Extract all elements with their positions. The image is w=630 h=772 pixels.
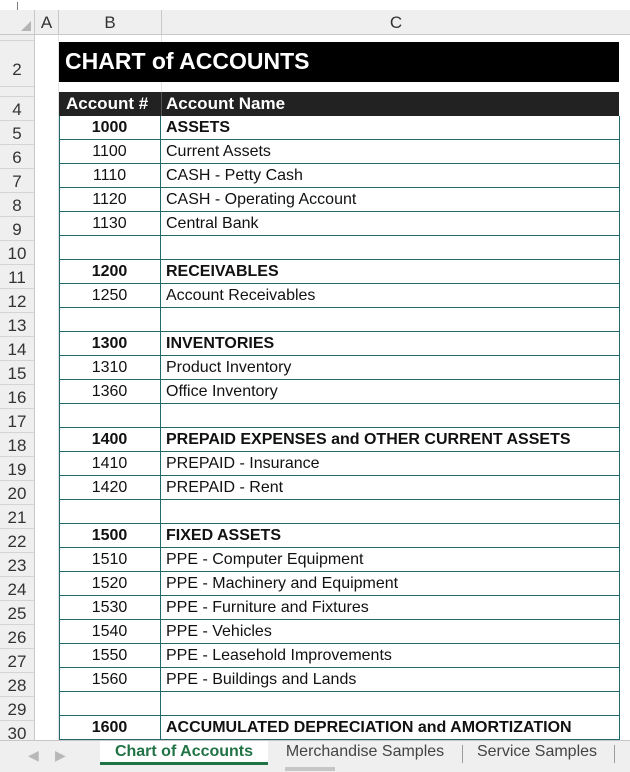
row-header-7[interactable]: 7 [0, 169, 34, 193]
frozen-pane-tick [17, 2, 18, 10]
cell-divider [160, 548, 161, 572]
account-number-cell[interactable]: 1100 [92, 143, 127, 160]
cell-divider [160, 188, 161, 212]
cell-divider [160, 668, 161, 692]
table-row[interactable] [59, 308, 619, 332]
table-row[interactable] [59, 380, 619, 404]
table-row[interactable] [59, 356, 619, 380]
row-header-19[interactable]: 19 [0, 457, 34, 481]
table-row[interactable] [59, 452, 619, 476]
table-row[interactable] [59, 428, 619, 452]
row-header-17[interactable]: 17 [0, 409, 34, 433]
tab-divider [462, 745, 463, 763]
row-header-30[interactable]: 30 [0, 721, 34, 740]
table-row[interactable] [59, 140, 619, 164]
table-row[interactable] [59, 668, 619, 692]
cell-divider [160, 284, 161, 308]
next-sheet-icon[interactable]: ▶ [55, 747, 66, 763]
cell-divider [160, 356, 161, 380]
table-row[interactable] [59, 212, 619, 236]
account-number-cell[interactable]: 1360 [91, 383, 128, 400]
account-name-cell[interactable]: Product Inventory [166, 359, 292, 376]
cell-divider [160, 452, 161, 476]
account-number-cell[interactable]: 1310 [91, 359, 128, 376]
select-all-corner[interactable] [0, 10, 35, 34]
account-number-cell[interactable]: 1000 [91, 119, 128, 136]
account-number-cell[interactable]: 1600 [91, 719, 128, 736]
sheet-title: CHART of ACCOUNTS [65, 48, 310, 74]
cell-divider [160, 716, 161, 740]
account-name-cell[interactable]: PPE - Leasehold Improvements [166, 647, 392, 664]
account-number-cell[interactable]: 1110 [92, 167, 127, 184]
account-name-cell[interactable]: PREPAID - Rent [166, 479, 284, 496]
row-header-8[interactable]: 8 [0, 193, 34, 217]
table-header-row [59, 92, 619, 116]
account-number-cell[interactable]: 1510 [91, 551, 128, 568]
tab-merchandise-samples[interactable]: Merchandise Samples [285, 743, 445, 760]
account-number-cell[interactable]: 1500 [91, 527, 128, 544]
cell-divider [160, 140, 161, 164]
cell-divider [160, 428, 161, 452]
account-name-cell[interactable]: Office Inventory [166, 383, 278, 400]
cell-divider [160, 692, 161, 716]
table-right-border [619, 116, 620, 740]
column-header-c[interactable]: C [389, 13, 403, 32]
table-row[interactable] [59, 188, 619, 212]
table-row[interactable] [59, 644, 619, 668]
sheet-grid [35, 35, 630, 740]
table-row[interactable] [59, 164, 619, 188]
top-strip [0, 0, 630, 10]
account-name-cell[interactable]: PPE - Vehicles [166, 623, 272, 640]
row-header-21[interactable]: 21 [0, 505, 34, 529]
account-name-cell[interactable]: PPE - Machinery and Equipment [166, 575, 399, 592]
cell-divider [160, 572, 161, 596]
table-row[interactable] [59, 716, 619, 740]
account-name-cell[interactable]: Current Assets [166, 143, 271, 160]
row-header-3[interactable] [0, 87, 34, 97]
account-number-cell[interactable]: 1300 [91, 335, 128, 352]
column-header-b[interactable]: B [59, 10, 162, 34]
table-row[interactable] [59, 284, 619, 308]
cell-divider [160, 164, 161, 188]
row-header-12[interactable]: 12 [0, 289, 34, 313]
table-row[interactable] [59, 236, 619, 260]
account-number-cell[interactable]: 1400 [91, 431, 128, 448]
table-row[interactable] [59, 572, 619, 596]
account-number-cell[interactable]: 1130 [92, 215, 127, 232]
column-header-bar [0, 10, 630, 35]
row-header-9[interactable]: 9 [0, 217, 34, 241]
account-number-cell[interactable]: 1250 [91, 287, 128, 304]
table-row[interactable] [59, 404, 619, 428]
account-number-cell[interactable]: 1520 [91, 575, 128, 592]
account-name-cell[interactable]: ASSETS [166, 119, 231, 136]
account-name-cell[interactable]: RECEIVABLES [166, 263, 279, 280]
cell-divider [160, 524, 161, 548]
sheet-tab-bar [0, 740, 630, 772]
row-header-14[interactable]: 14 [0, 337, 34, 361]
cell-divider [160, 236, 161, 260]
account-name-header[interactable]: Account Name [166, 94, 286, 113]
table-row[interactable] [59, 500, 619, 524]
row-header-29[interactable]: 29 [0, 697, 34, 721]
row-header-26[interactable]: 26 [0, 625, 34, 649]
row-header-2[interactable]: 2 [0, 40, 34, 87]
account-name-cell[interactable]: Account Receivables [166, 287, 316, 304]
table-row[interactable] [59, 620, 619, 644]
row-header-20[interactable]: 20 [0, 481, 34, 505]
row-header-27[interactable]: 27 [0, 649, 34, 673]
table-left-border [59, 116, 60, 740]
table-row[interactable] [59, 116, 619, 140]
cell-divider [160, 212, 161, 236]
account-number-cell[interactable]: 1560 [91, 671, 128, 688]
table-row[interactable] [59, 524, 619, 548]
tab-divider [614, 745, 615, 763]
cell-divider [160, 332, 161, 356]
row-header-5[interactable]: 5 [0, 121, 34, 145]
row-header-4[interactable]: 4 [0, 97, 34, 121]
row-header-15[interactable]: 15 [0, 361, 34, 385]
account-name-cell[interactable]: INVENTORIES [166, 335, 275, 352]
account-number-cell[interactable]: 1120 [92, 191, 127, 208]
account-name-cell[interactable]: PREPAID EXPENSES and OTHER CURRENT ASSETS [166, 431, 571, 448]
column-header-a[interactable]: A [35, 10, 59, 34]
cell-divider [160, 644, 161, 668]
table-row[interactable] [59, 596, 619, 620]
account-number-cell[interactable]: 1550 [91, 647, 128, 664]
row-header-25[interactable]: 25 [0, 601, 34, 625]
row-header-24[interactable]: 24 [0, 577, 34, 601]
row-header-18[interactable]: 18 [0, 433, 34, 457]
row-header-6[interactable]: 6 [0, 145, 34, 169]
account-name-cell[interactable]: CASH - Operating Account [166, 191, 357, 208]
cell-divider [160, 500, 161, 524]
tab-chart-of-accounts[interactable]: Chart of Accounts [100, 741, 268, 765]
table-row[interactable] [59, 548, 619, 572]
row-header-13[interactable]: 13 [0, 313, 34, 337]
select-all-triangle-icon [21, 21, 31, 31]
row-header-22[interactable]: 22 [0, 529, 34, 553]
account-name-cell[interactable]: FIXED ASSETS [166, 527, 281, 544]
cell-divider [160, 380, 161, 404]
row-header-23[interactable]: 23 [0, 553, 34, 577]
row-header-28[interactable]: 28 [0, 673, 34, 697]
row-header-16[interactable]: 16 [0, 385, 34, 409]
row-headers [0, 35, 35, 740]
table-row[interactable] [59, 692, 619, 716]
header-divider [161, 92, 162, 116]
horizontal-scrollbar[interactable] [285, 767, 335, 771]
row-header-10[interactable]: 10 [0, 241, 34, 265]
account-name-cell[interactable]: PPE - Buildings and Lands [166, 671, 357, 688]
cell-divider [160, 596, 161, 620]
cell-divider [160, 260, 161, 284]
account-name-cell[interactable]: PREPAID - Insurance [166, 455, 320, 472]
prev-sheet-icon[interactable]: ◀ [28, 747, 39, 763]
cell-divider [160, 308, 161, 332]
title-cell[interactable] [59, 42, 619, 82]
account-name-cell[interactable]: CASH - Petty Cash [166, 167, 303, 184]
cell-divider [160, 620, 161, 644]
cell-divider [160, 116, 161, 140]
table-row[interactable] [59, 332, 619, 356]
cell-divider [160, 404, 161, 428]
table-row[interactable] [59, 476, 619, 500]
account-number-header[interactable]: Account # [66, 94, 149, 113]
row-header-11[interactable]: 11 [0, 265, 34, 289]
account-number-cell[interactable]: 1420 [91, 479, 128, 496]
account-name-cell[interactable]: Central Bank [166, 215, 259, 232]
account-number-cell[interactable]: 1530 [91, 599, 128, 616]
account-number-cell[interactable]: 1540 [91, 623, 128, 640]
tab-service-samples[interactable]: Service Samples [476, 743, 598, 760]
account-name-cell[interactable]: ACCUMULATED DEPRECIATION and AMORTIZATION [166, 719, 572, 736]
table-row[interactable] [59, 260, 619, 284]
account-name-cell[interactable]: PPE - Furniture and Fixtures [166, 599, 369, 616]
account-number-cell[interactable]: 1200 [91, 263, 128, 280]
account-name-cell[interactable]: PPE - Computer Equipment [166, 551, 364, 568]
cell-divider [160, 476, 161, 500]
account-number-cell[interactable]: 1410 [91, 455, 128, 472]
